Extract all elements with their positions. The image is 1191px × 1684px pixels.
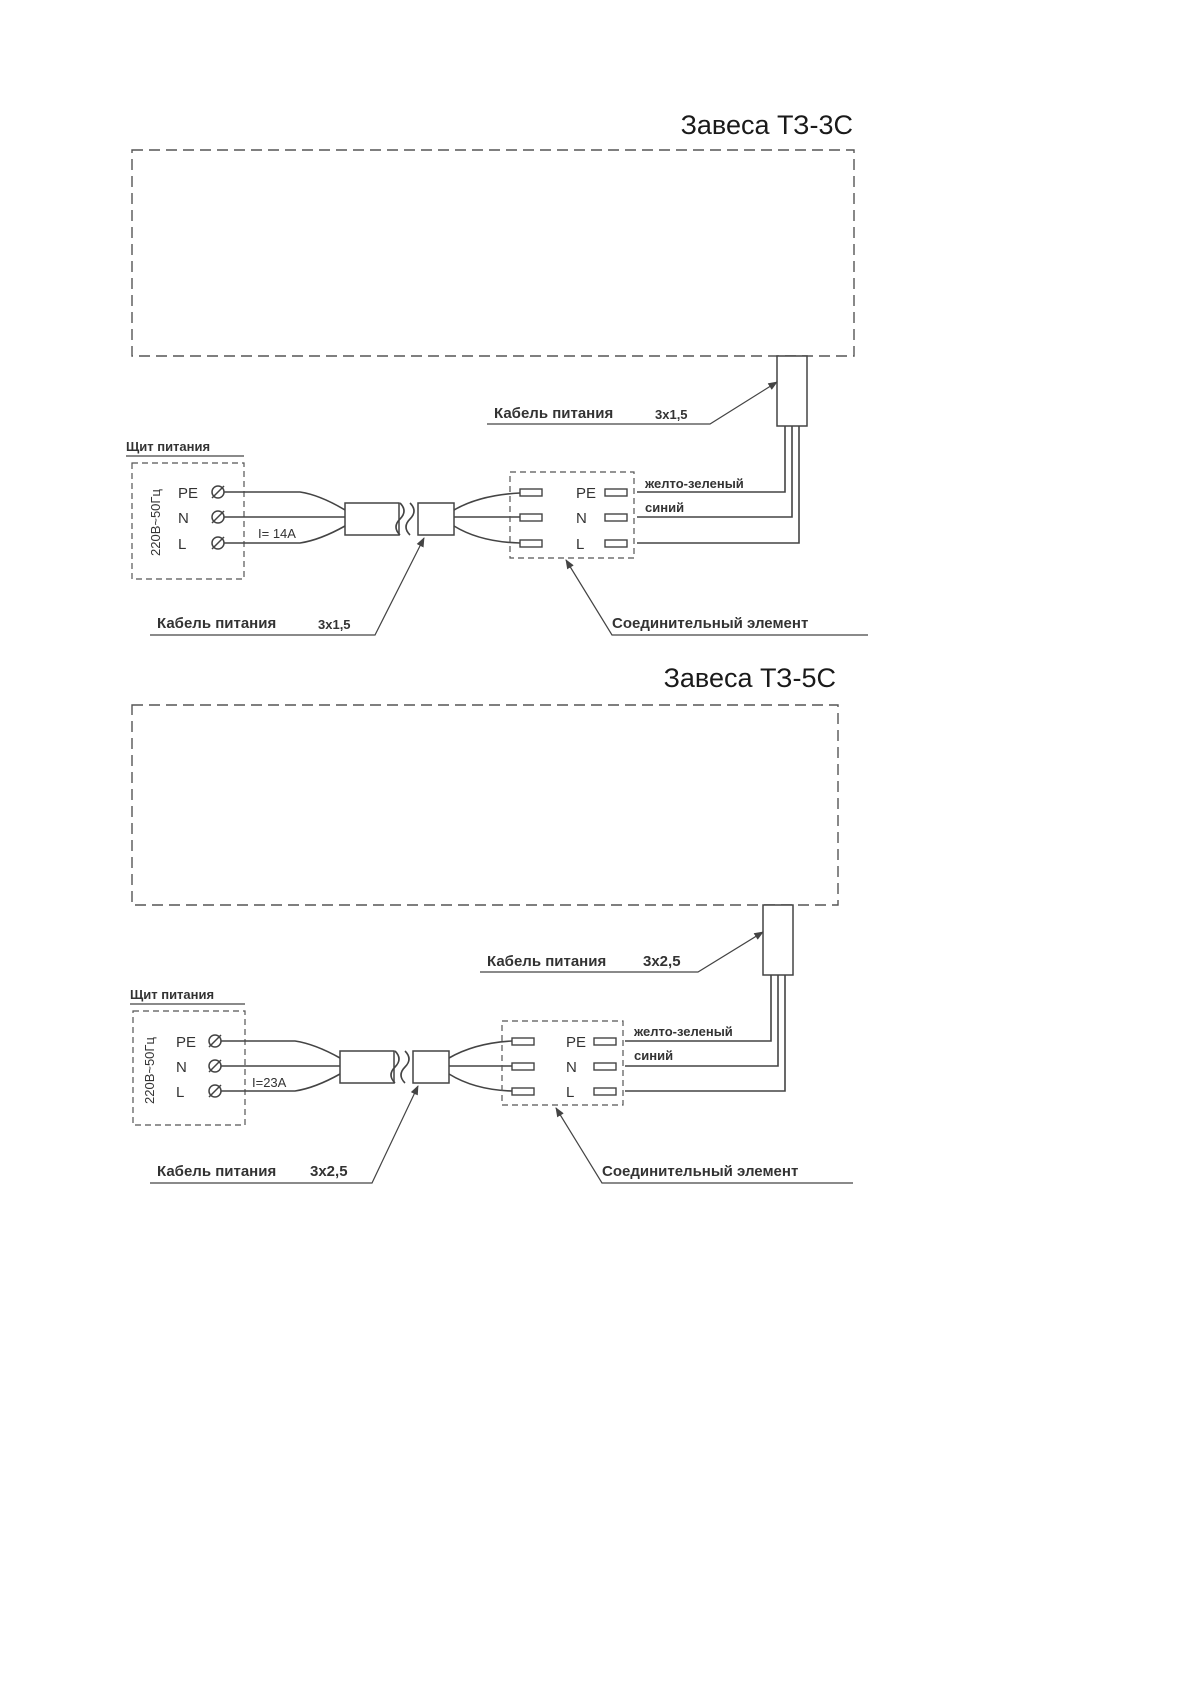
connector-element-outline: [510, 472, 634, 558]
cable-sleeve: [763, 905, 793, 975]
cable-sleeve-left: [345, 503, 399, 535]
current-label: I=23A: [252, 1075, 287, 1090]
terminal-pe: PE: [178, 485, 199, 502]
curtain-unit-outline: [132, 150, 854, 356]
cable-sleeve-left: [340, 1051, 394, 1083]
voltage-label: 220В~50Гц: [142, 1037, 157, 1104]
cable-sleeve-right: [413, 1051, 449, 1083]
voltage-label: 220В~50Гц: [148, 489, 163, 556]
cable-top-spec: 3х1,5: [655, 407, 688, 422]
conn-n: N: [566, 1059, 577, 1076]
cable-left-spec: 3х1,5: [318, 617, 351, 632]
conn-l: L: [576, 536, 585, 553]
diagram-1: [126, 110, 868, 635]
wire-color-pe: желто-зеленый: [634, 1024, 733, 1039]
cable-left-name: Кабель питания: [157, 615, 277, 632]
terminal-pe: PE: [176, 1034, 197, 1051]
cable-left-spec: 3х2,5: [310, 1163, 348, 1180]
cable-left-name: Кабель питания: [157, 1163, 277, 1180]
wire-color-n: синий: [645, 500, 685, 515]
cable-sleeve-right: [418, 503, 454, 535]
conn-l: L: [566, 1084, 575, 1101]
wire-color-pe: желто-зеленый: [645, 476, 744, 491]
conn-n: N: [576, 510, 587, 527]
connector-label: Соединительный элемент: [602, 1163, 799, 1180]
connector-label: Соединительный элемент: [612, 615, 809, 632]
diagram-title: Завеса ТЗ-3С: [680, 110, 853, 140]
conn-pe: PE: [576, 485, 597, 502]
cable-top-name: Кабель питания: [487, 953, 607, 970]
current-label: I= 14A: [258, 526, 296, 541]
screw-terminals: [212, 486, 224, 549]
diagram-2: [130, 663, 853, 1183]
terminal-n: N: [176, 1059, 187, 1076]
panel-label: Щит питания: [130, 987, 215, 1002]
panel-label: Щит питания: [126, 439, 211, 454]
cable-top-spec: 3х2,5: [643, 953, 681, 970]
screw-terminals: [209, 1035, 221, 1097]
cable-top-name: Кабель питания: [494, 405, 614, 422]
curtain-unit-outline: [132, 705, 838, 905]
terminal-l: L: [178, 536, 187, 553]
conn-pe: PE: [566, 1034, 587, 1051]
diagram-title: Завеса ТЗ-5С: [663, 663, 836, 693]
wire-color-n: синий: [634, 1048, 674, 1063]
cable-sleeve: [777, 356, 807, 426]
terminal-n: N: [178, 510, 189, 527]
terminal-l: L: [176, 1084, 185, 1101]
